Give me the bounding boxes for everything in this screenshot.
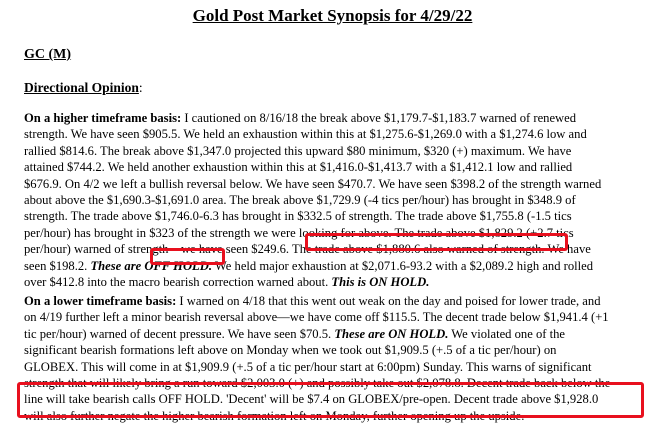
- paragraph-line: $676.9. On 4/2 we left a bullish reversal below. We have seen $470.7. We have seen $398.2 of the strength warned: [24, 176, 602, 191]
- higher-timeframe-paragraph: [24, 110, 654, 290]
- paragraph-line: rallied $814.6. The break above $1,347.0 projected this upward $80 minimum, $320 (+) maximum. We have: [24, 143, 572, 158]
- paragraph-line: significant bearish formations left above on Monday when we took out $1,909.5 (+.5 of a tic per/hour) on: [24, 343, 557, 358]
- paragraph-line: will also further negate the higher bearish formation left on Monday, further opening up the upside.: [24, 408, 525, 423]
- paragraph-line: On a lower timeframe basis: I warned on 4/18 that this went out weak on the day and poised for lower trade, and: [24, 294, 601, 308]
- directional-opinion-heading: [24, 79, 143, 96]
- paragraph-line: GLOBEX. This will come in at $1,909.9 (+.5 of a tic per/hour start at 6:00pm) Sunday. This warns of significant: [24, 359, 592, 374]
- paragraph-line: per/hour) warned of strength—we have seen $249.6. The trade above $1,880.6 also warned of strength. We have: [24, 242, 591, 257]
- paragraph-line: tic per/hour) warned of decent pressure. We have seen $70.5. These are ON HOLD. We violated one of the: [24, 326, 565, 341]
- lower-timeframe-lead: On a lower timeframe basis:: [24, 294, 177, 308]
- on-hold-text: These are ON HOLD.: [334, 326, 449, 341]
- paragraph-line: strength. We have seen $905.5. We held an exhaustion within this at $1,275.6-$1,269.0 with a $1,274.6 low and: [24, 127, 587, 142]
- paragraph-line: On a higher timeframe basis: I cautioned on 8/16/18 the break above $1,179.7-$1,183.7 warned of renewed: [24, 111, 577, 125]
- paragraph-line: over $412.8 into the macro bearish correction warned about. This is ON HOLD.: [24, 274, 430, 289]
- paragraph-line: on 4/19 further left a minor bearish reversal above—we have come off $115.5. The decent trade below $1,941.4 (+1: [24, 310, 609, 325]
- paragraph-line: seen $198.2. These are OFF HOLD. We held major exhaustion at $2,071.6-93.2 with a $2,089.2 high and rolled: [24, 258, 594, 273]
- these-are-label: These are: [90, 258, 145, 273]
- paragraph-line: about above the $1,690.3-$1,691.0 area. The break above $1,729.9 (-4 tics per/hour) has brought in $348.9 of: [24, 192, 576, 207]
- higher-timeframe-lead: On a higher timeframe basis:: [24, 111, 182, 125]
- lower-timeframe-paragraph: [24, 293, 654, 424]
- directional-opinion-label: Directional Opinion: [24, 80, 139, 95]
- paragraph-line: strength that will likely bring a run toward $2,003.0 (+) and possibly take out $2,078.8. Decent trade back below the: [24, 375, 611, 390]
- contract-heading: GC (M): [24, 47, 72, 62]
- page-title: Gold Post Market Synopsis for 4/29/22: [192, 6, 473, 25]
- paragraph-line: strength. The trade above $1,746.0-6.3 has brought in $332.5 of strength. The trade above $1,755.8 (-1.5 tics: [24, 209, 572, 224]
- off-hold-text: OFF HOLD.: [144, 258, 212, 273]
- directional-opinion-colon: :: [138, 80, 143, 95]
- paragraph-line: line will take bearish calls OFF HOLD. 'Decent' will be $7.4 on GLOBEX/pre-open. Decent trade above $1,928.0: [24, 392, 599, 407]
- on-hold-text: This is ON HOLD.: [331, 274, 430, 289]
- paragraph-line: per/hour) has brought in $323 of the strength we were looking for above. The trade above $1,829.2 (+2.7 tics: [24, 225, 574, 240]
- paragraph-line: attained $744.2. We held another exhaustion within this at $1,416.0-$1,413.7 with a $1,412.1 low and rallied: [24, 160, 573, 175]
- highlight-strength-text: The trade above $1,880.6 also warned of strength: [292, 242, 542, 257]
